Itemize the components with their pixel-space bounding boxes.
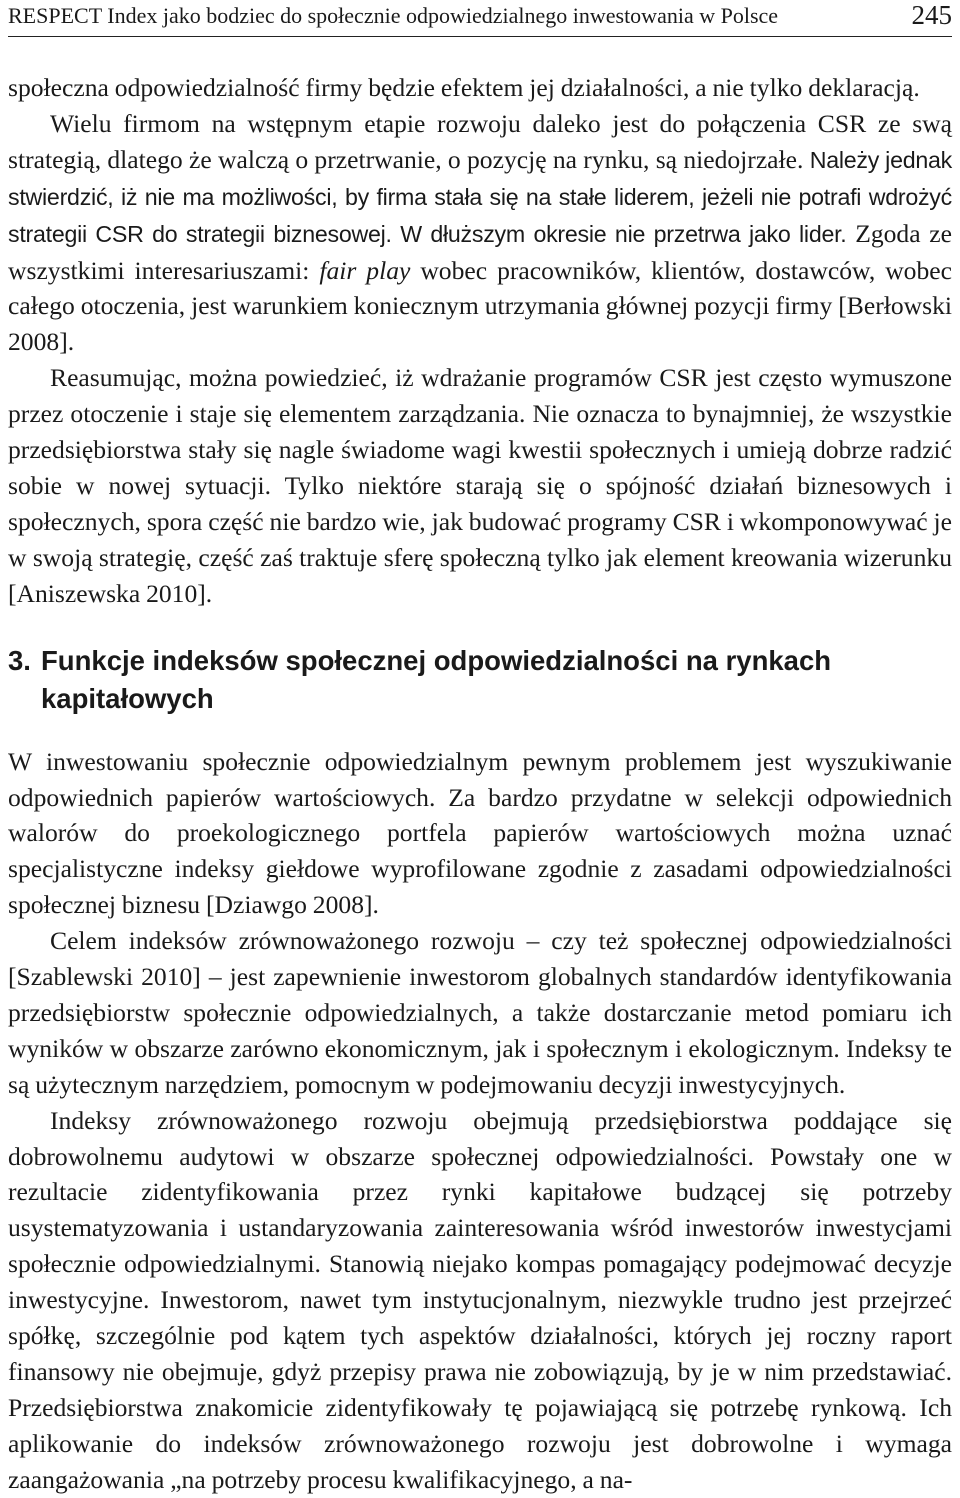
paragraph-section-intro: W inwestowaniu społecznie odpowiedzialnym pewnym problemem jest wyszukiwanie odpowiednich papierów wartościowych. Za bardzo przydatne w selekcji odpowiednich walorów do proekologicznego portfela papierów wartościowych można uznać specjalistyczne indeksy giełdowe wyprofilowane zgodnie z zasadami odpowiedzialności społecznej biznesu [Dziawgo 2008].	[8, 746, 952, 920]
paragraph-csr-strategy	[8, 106, 952, 360]
section-number: 3.	[8, 644, 31, 676]
paragraph-continuation: społeczna odpowiedzialność firmy będzie efektem jej działalności, a nie tylko deklaracją.	[8, 73, 920, 102]
running-title: RESPECT Index jako bodziec do społecznie odpowiedzialnego inwestowania w Polsce	[8, 3, 779, 28]
paragraph-summary: Reasumując, można powiedzieć, iż wdrażanie programów CSR jest często wymuszone przez otoczenie i staje się elementem zarządzania. Nie oznacza to bynajmniej, że wszystkie przedsiębiorstwa stały się nagle świadome wagi kwestii społecznych i umieją dobrze radzić sobie w nowej sytuacji. Tylko niektóre starają się o spójność działań biznesowych i społecznych, spora część nie bardzo wie, jak budować programy CSR i wkomponowywać je w swoją strategię, część zaś traktuje sferę społeczną tylko jak element kreowania wizerunku [Aniszewska 2010].	[8, 363, 952, 608]
paragraph-index-scope: Indeksy zrównoważonego rozwoju obejmują przedsiębiorstwa poddające się dobrowolnemu audytowi w obszarze społecznej odpowiedzialności. Powstały one w rezultacie zidentyfikowania przez rynki kapitałowe budzącej się potrzeby usystematyzowania i ustandaryzowania zainteresowania wśród inwestorów inwestycjami społecznie odpowiedzialnymi. Stanowią niejako kompas pomagający podejmować decyzje inwestycyjne. Inwestorom, nawet tym instytucjonalnym, niezwykle trudno jest przejrzeć spółkę, szczególnie pod kątem tych aspektów działalności, których jej roczny raport finansowy nie obejmuje, gdyż przepisy prawa nie zobowiązują, by je w nim przedstawiać. Przedsiębiorstwa znakomicie zidentyfikowały tę pojawiającą się potrzebę rynkową. Ich aplikowanie do indeksów zrównoważonego rozwoju jest dobrowolne i wymaga zaangażowania „na potrzeby procesu kwalifikacyjnego, a na-	[8, 1105, 952, 1494]
running-head	[8, 0, 952, 37]
page-number: 245	[911, 0, 952, 30]
section-heading	[8, 642, 952, 718]
paragraph-text-segment: Wielu firmom na wstępnym etapie rozwoju daleko jest do połączenia CSR ze swą strategią, dlatego że walczą o przetrwanie, o pozycję na rynku, są niedojrzałe.	[8, 108, 952, 174]
paragraph-index-goals: Celem indeksów zrównoważonego rozwoju – czy też społecznej odpowiedzialności [Szablewski 2010] – jest zapewnienie inwestorom globalnych standardów identyfikowania przedsiębiorstw społecznie odpowiedzialnych, a także dostarczanie metod pomiaru ich wyników w obszarze zarówno ekonomicznym, jak i społecznym i ekologicznym. Indeksy te są użytecznym narzędziem, pomocnym w podejmowaniu decyzji inwestycyjnych.	[8, 926, 952, 1099]
paragraph-text-segment-sans: Należy jednak stwierdzić, iż nie ma możliwości, by firma stała się na stałe liderem, jeżeli nie potrafi wdrożyć strategii CSR do strategii biznesowej. W dłuższym okresie nie przetrwa jako lider.	[8, 146, 952, 247]
italic-term: fair play	[319, 255, 411, 285]
paragraph-text-segment: Zgoda ze wszystkimi interesariuszami:	[8, 218, 952, 285]
section-title: Funkcje indeksów społecznej odpowiedzialności na rynkach kapitałowych	[41, 644, 832, 714]
book-page	[8, 0, 952, 1498]
paragraph-text-segment: wobec pracowników, klientów, dostawców, wobec całego otoczenia, jest warunkiem koniecznym utrzymania głównej pozycji firmy [Berłowski 2008].	[8, 255, 952, 357]
